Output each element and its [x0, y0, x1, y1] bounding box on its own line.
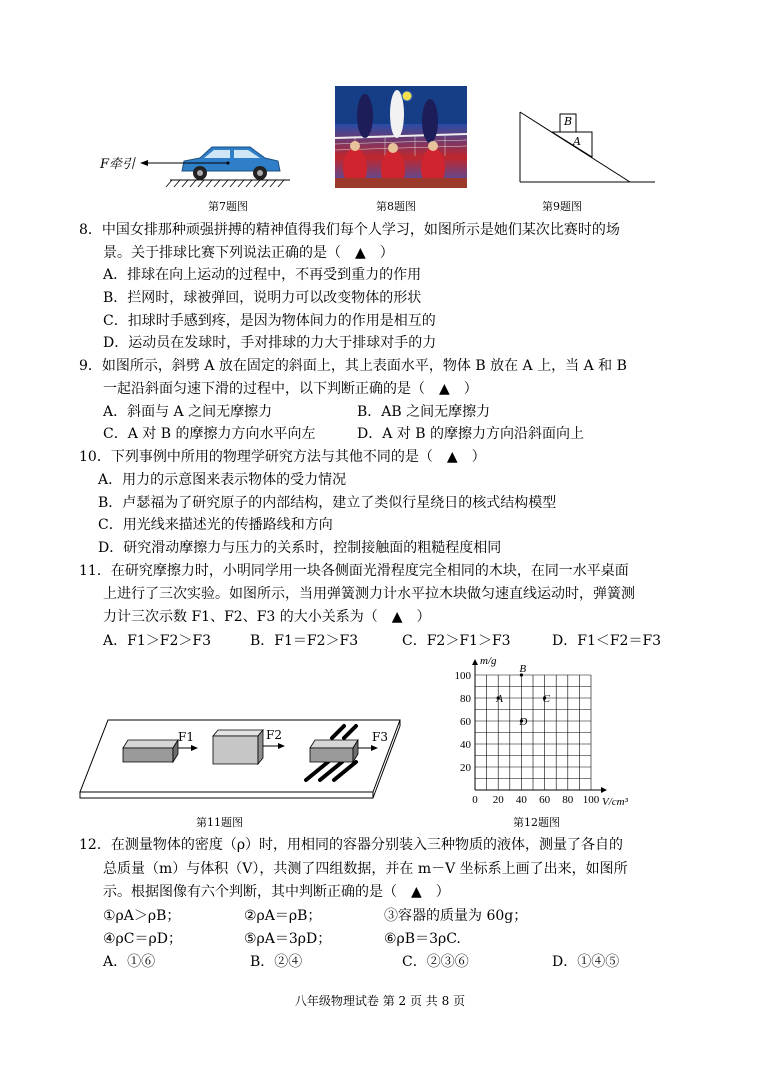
caption-fig11: 第11题图	[196, 816, 243, 829]
q12-judgement-6: ⑥ρB＝3ρC.	[384, 931, 461, 947]
q9-stem: 一起沿斜面匀速下滑的过程中，以下判断正确的是（ ▲ ）	[103, 381, 478, 397]
q12-option-d: D．①④⑤	[552, 954, 620, 970]
volleyball-photo	[335, 86, 467, 188]
page-footer: 八年级物理试卷 第 2 页 共 8 页	[294, 994, 466, 1008]
chart-points	[495, 663, 550, 728]
force-label: F牵引	[100, 157, 136, 172]
q11-stem: 上进行了三次实验。如图所示，当用弹簧测力计水平拉木块做匀速直线运动时，弹簧测	[103, 586, 635, 602]
q12-judgement-1: ①ρA＞ρB；	[103, 908, 181, 924]
caption-fig8: 第8题图	[376, 200, 416, 213]
x-tick-label: 0	[472, 794, 478, 806]
q8-stem: 景。关于排球比赛下列说法正确的是（ ▲ ）	[103, 245, 394, 261]
q8-stem: 8．中国女排那种顽强拼搏的精神值得我们每个人学习，如图所示是她们某次比赛时的场	[79, 222, 620, 238]
q11-option-d: D．F1＜F2＝F3	[552, 633, 662, 649]
y-tick-label: 60	[460, 716, 471, 728]
q12-judgement-4: ④ρC＝ρD；	[103, 931, 182, 947]
x-tick-label: 20	[492, 794, 504, 806]
point-label: C	[542, 693, 550, 705]
y-axis-arrow	[472, 659, 478, 665]
y-tick-label: 100	[454, 670, 471, 682]
x-tick-label: 80	[562, 794, 574, 806]
y-tick-label: 40	[460, 739, 471, 751]
q8-option-c: C．扣球时手感到疼，是因为物体间力的作用是相互的	[103, 313, 436, 329]
label-a: A	[573, 135, 581, 148]
q9-stem: 9．如图所示，斜劈 A 放在固定的斜面上，其上表面水平，物体 B 放在 A 上，当 A 和 B	[79, 358, 627, 374]
q12-judgement-3: ③容器的质量为 60g；	[384, 908, 528, 924]
q10-option-b: B．卢瑟福为了研究原子的内部结构，建立了类似行星绕日的核式结构模型	[98, 495, 557, 511]
q10-stem: 10．下列事例中所用的物理学研究方法与其他不同的是（ ▲ ）	[79, 449, 486, 465]
q11-stem: 力计三次示数 F1、F2、F3 的大小关系为（ ▲ ）	[103, 609, 431, 625]
q12-stem: 12．在测量物体的密度（ρ）时，用相同的容器分别装入三种物质的液体，测量了各自的	[79, 837, 624, 853]
q11-stem: 11．在研究摩擦力时，小明同学用一块各侧面光滑程度完全相同的木块，在同一水平桌面	[79, 563, 629, 579]
x-tick-label: 60	[539, 794, 551, 806]
q12-stem: 总质量（m）与体积（V），共测了四组数据，并在 m－V 坐标系上画了出来，如图所	[103, 861, 628, 877]
q8-option-d: D．运动员在发球时，手对排球的力大于排球对手的力	[103, 335, 437, 351]
force-label-f1: F1	[178, 730, 194, 744]
q9-option-d: D．A 对 B 的摩擦力方向沿斜面向上	[357, 426, 584, 442]
y-axis-label: m/g	[480, 655, 497, 667]
q12-option-a: A．①⑥	[103, 954, 156, 970]
q12-judgement-2: ②ρA＝ρB；	[244, 908, 322, 924]
q11-option-c: C．F2＞F1＞F3	[402, 633, 511, 649]
figure-9	[510, 108, 660, 188]
point-label: B	[519, 663, 527, 675]
caption-fig7: 第7题图	[208, 200, 248, 213]
q12-judgement-5: ⑤ρA＝3ρD；	[244, 931, 332, 947]
q12-option-b: B．②④	[250, 954, 303, 970]
y-tick-label: 80	[460, 693, 471, 705]
incline-diagram	[510, 108, 660, 188]
y-tick-label: 20	[460, 762, 471, 774]
x-tick-label: 40	[515, 794, 527, 806]
q9-option-b: B．AB 之间无摩擦力	[357, 404, 491, 420]
mv-chart-svg	[446, 652, 646, 812]
q11-option-a: A．F1＞F2＞F3	[103, 633, 211, 649]
q9-option-c: C．A 对 B 的摩擦力方向水平向左	[103, 426, 316, 442]
force-label-f2: F2	[266, 728, 282, 742]
q12-stem: 示。根据图像有六个判断，其中判断正确的是（ ▲ ）	[103, 884, 450, 900]
q10-option-a: A．用力的示意图来表示物体的受力情况	[98, 472, 347, 488]
q8-option-a: A．排球在向上运动的过程中，不再受到重力的作用	[103, 267, 422, 283]
q10-option-c: C．用光线来描述光的传播路线和方向	[98, 517, 333, 533]
point-label: D	[519, 716, 528, 728]
table-diagram	[78, 700, 403, 802]
photo-art	[335, 86, 467, 188]
point-label: A	[496, 693, 503, 705]
q10-option-d: D．研究滑动摩擦力与压力的关系时，控制接触面的粗糙程度相同	[98, 540, 502, 556]
caption-fig9: 第9题图	[542, 200, 582, 213]
x-axis-arrow	[601, 787, 607, 793]
q12-option-c: C．②③⑥	[402, 954, 469, 970]
figure-7	[100, 125, 300, 195]
chart-grid	[475, 675, 591, 790]
caption-fig12: 第12题图	[513, 816, 560, 829]
force-label-f3: F3	[372, 730, 388, 744]
q9-option-a: A．斜面与 A 之间无摩擦力	[103, 404, 273, 420]
x-axis-label: V/cm³	[602, 796, 628, 808]
figure-12-chart	[446, 652, 646, 812]
q8-option-b: B．拦网时，球被弹回，说明力可以改变物体的形状	[103, 290, 422, 306]
chart-ticks	[455, 670, 600, 806]
x-tick-label: 100	[582, 794, 600, 806]
q11-option-b: B．F1＝F2＞F3	[250, 633, 359, 649]
figure-11	[78, 700, 403, 802]
label-b: B	[564, 115, 573, 128]
chart-axes	[472, 659, 607, 793]
